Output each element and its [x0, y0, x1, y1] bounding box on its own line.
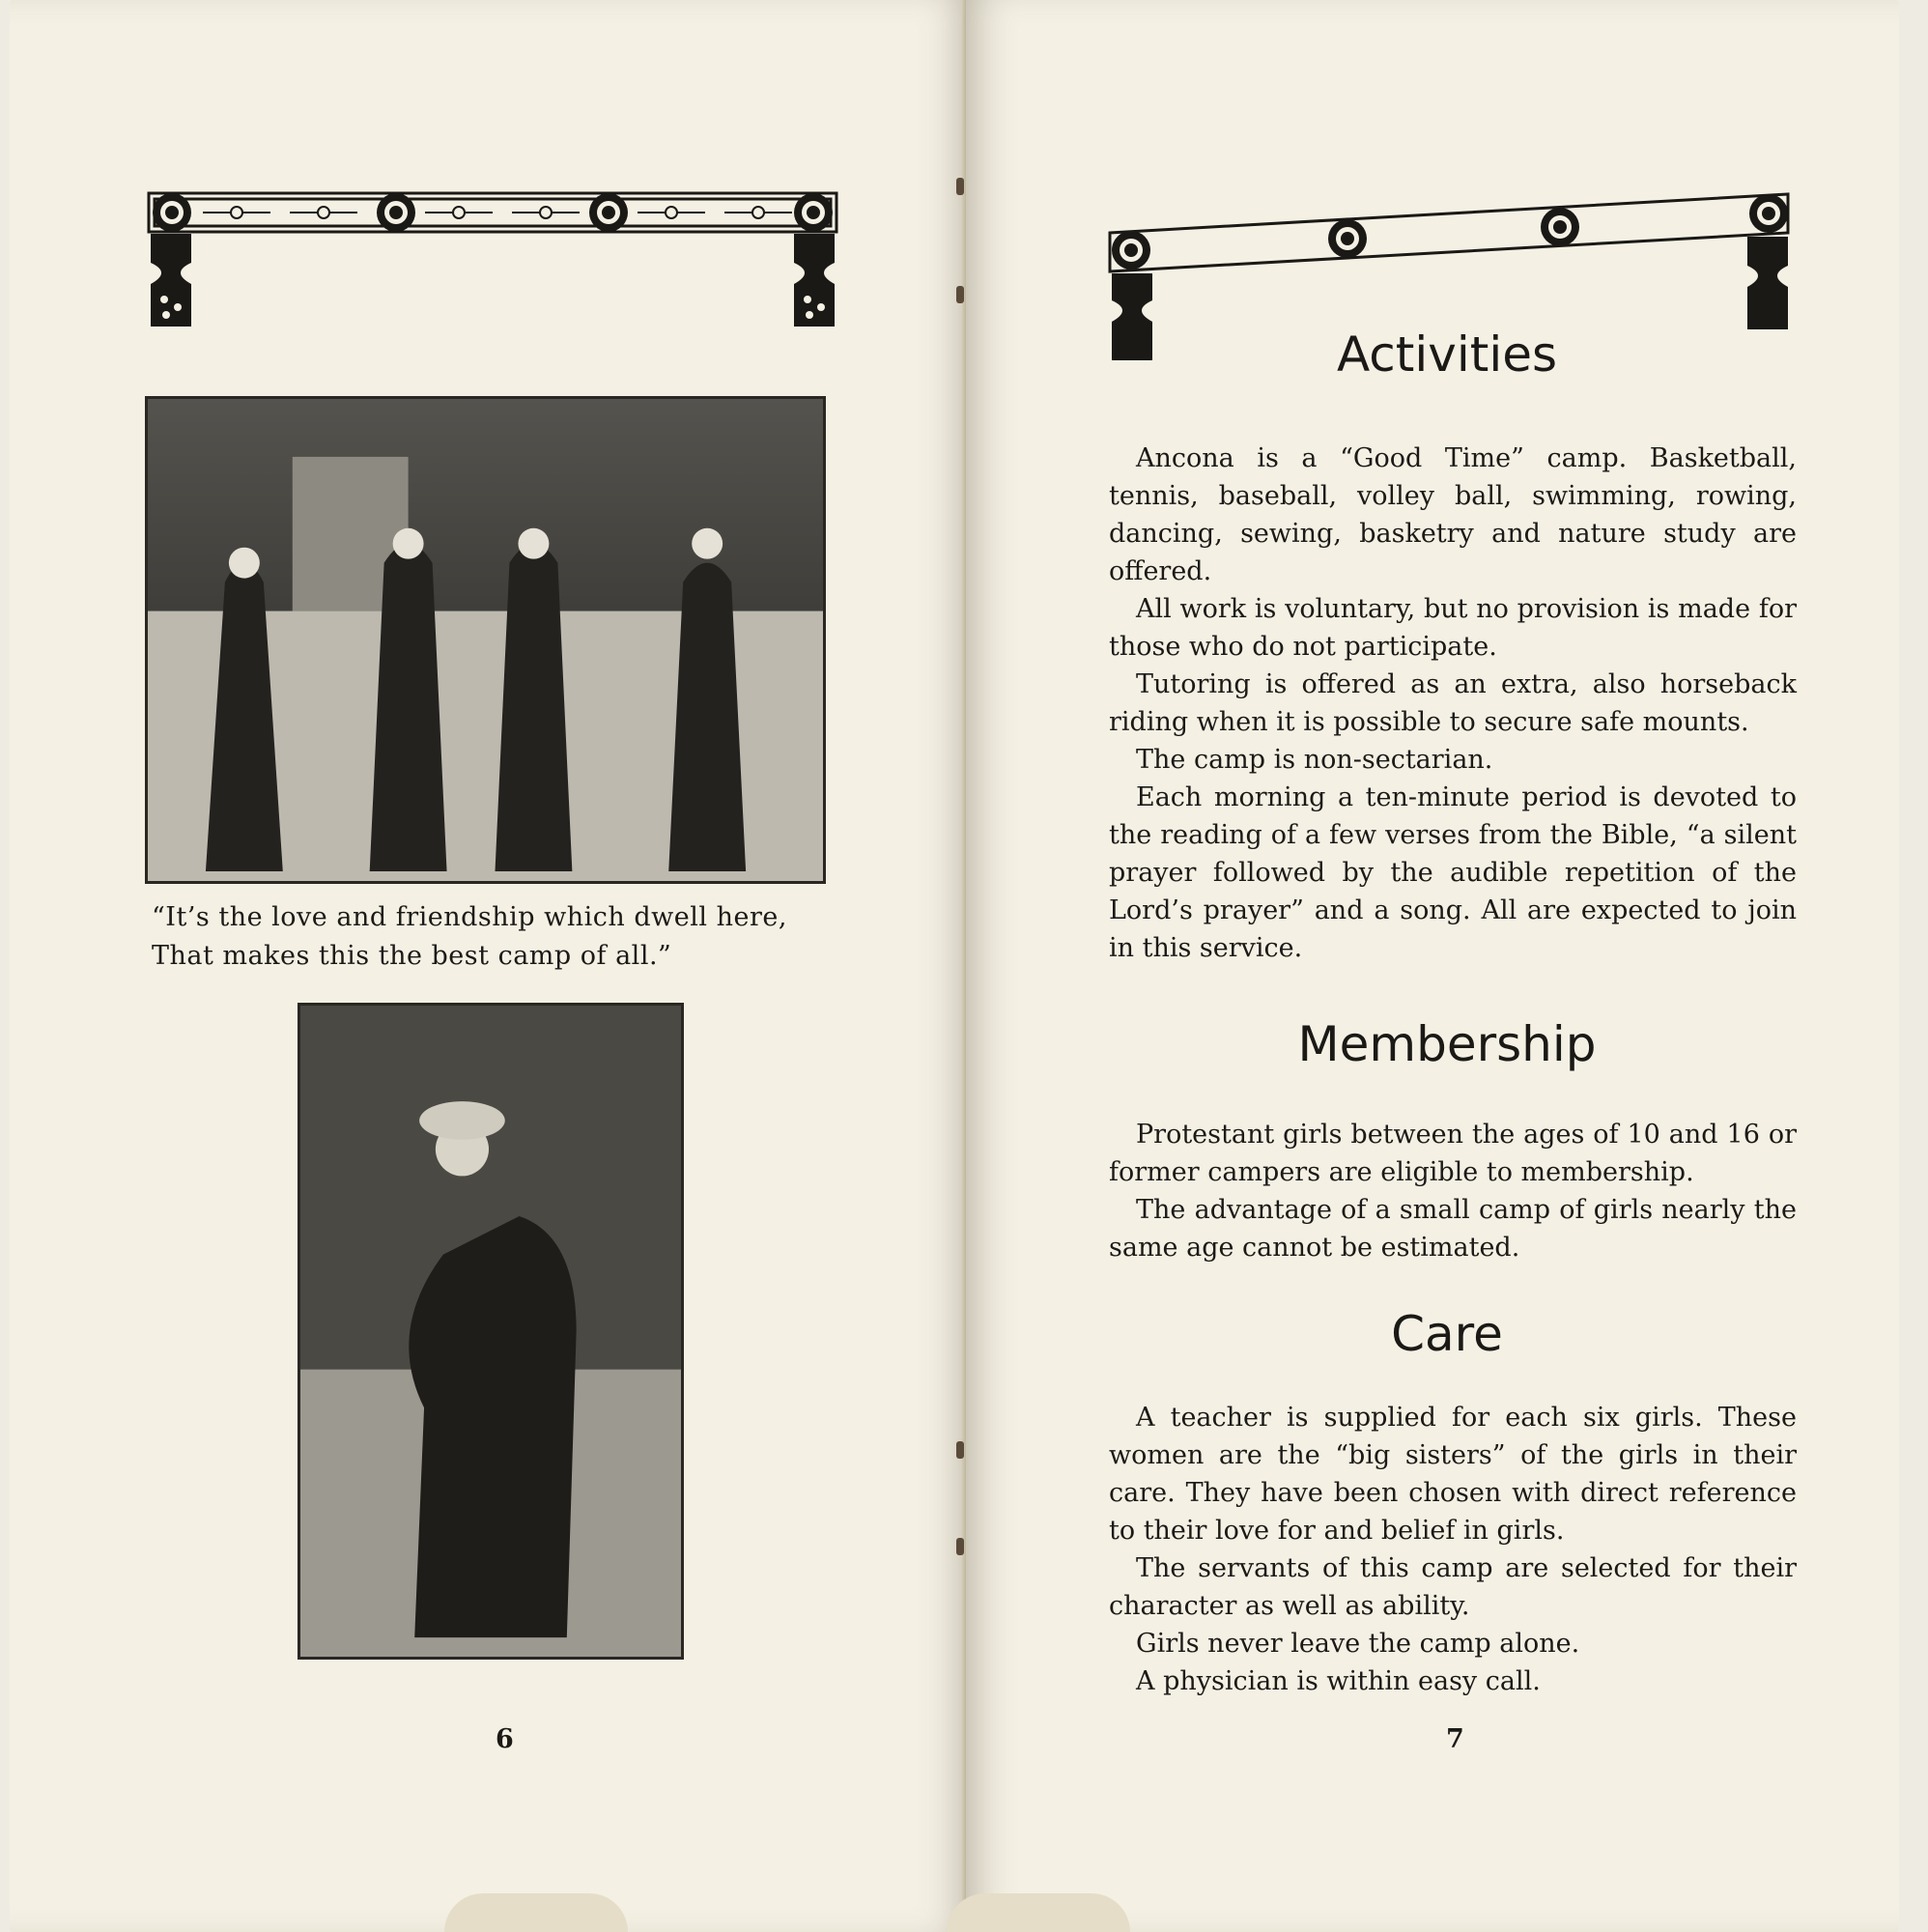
membership-paragraph: Protestant girls between the ages of 10 and 16 or former campers are eligible to membership. — [1109, 1120, 1797, 1187]
page-tab-left — [444, 1893, 628, 1932]
heading-care: Care — [1391, 1306, 1503, 1362]
staple-bottom — [956, 1538, 964, 1555]
activities-paragraph: All work is voluntary, but no provision is made for those who do not participate. — [1109, 594, 1797, 662]
care-paragraph: Girls never leave the camp alone. — [1136, 1629, 1580, 1659]
activities-paragraph: The camp is non-sectarian. — [1136, 745, 1493, 775]
right-page — [966, 0, 1899, 1932]
activities-paragraph: Tutoring is offered as an extra, also horseback riding when it is possible to secure safe mounts. — [1109, 669, 1797, 737]
staple-mid — [956, 286, 964, 303]
activities-paragraph: Each morning a ten-minute period is devoted to the reading of a few verses from the Bible, “a silent prayer followed by the audible repetition of the Lord’s prayer” and a song. All are expected to join in this service. — [1109, 782, 1797, 963]
photo-girl-on-horse — [298, 1003, 684, 1660]
membership-paragraph: The advantage of a small camp of girls nearly the same age cannot be estimated. — [1109, 1195, 1797, 1263]
membership-body — [1109, 1116, 1797, 1266]
caption-line-2: That makes this the best camp of all.” — [152, 941, 672, 971]
heading-membership: Membership — [1297, 1016, 1597, 1072]
photo-caption — [152, 898, 837, 976]
caption-line-1: “It’s the love and friendship which dwell here, — [152, 902, 787, 932]
care-paragraph: The servants of this camp are selected for their character as well as ability. — [1109, 1553, 1797, 1621]
activities-body — [1109, 440, 1797, 967]
left-page — [10, 0, 966, 1932]
page-number-right: 7 — [1446, 1724, 1464, 1754]
heading-activities: Activities — [1336, 327, 1558, 383]
page-number-left: 6 — [496, 1724, 514, 1754]
staple-top — [956, 178, 964, 195]
activities-paragraph: Ancona is a “Good Time” camp. Basketball, tennis, baseball, volley ball, swimming, rowing, dancing, sewing, basketry and nature study are offered. — [1109, 443, 1797, 586]
staple-low — [956, 1441, 964, 1459]
photo-four-girls-walking — [145, 396, 826, 884]
care-paragraph: A teacher is supplied for each six girls. These women are the “big sisters” of the girls in their care. They have been chosen with direct reference to their love for and belief in girls. — [1109, 1403, 1797, 1546]
care-paragraph: A physician is within easy call. — [1136, 1666, 1541, 1696]
decorative-header-border-left — [145, 185, 840, 330]
care-body — [1109, 1399, 1797, 1700]
page-tab-right — [947, 1893, 1130, 1932]
